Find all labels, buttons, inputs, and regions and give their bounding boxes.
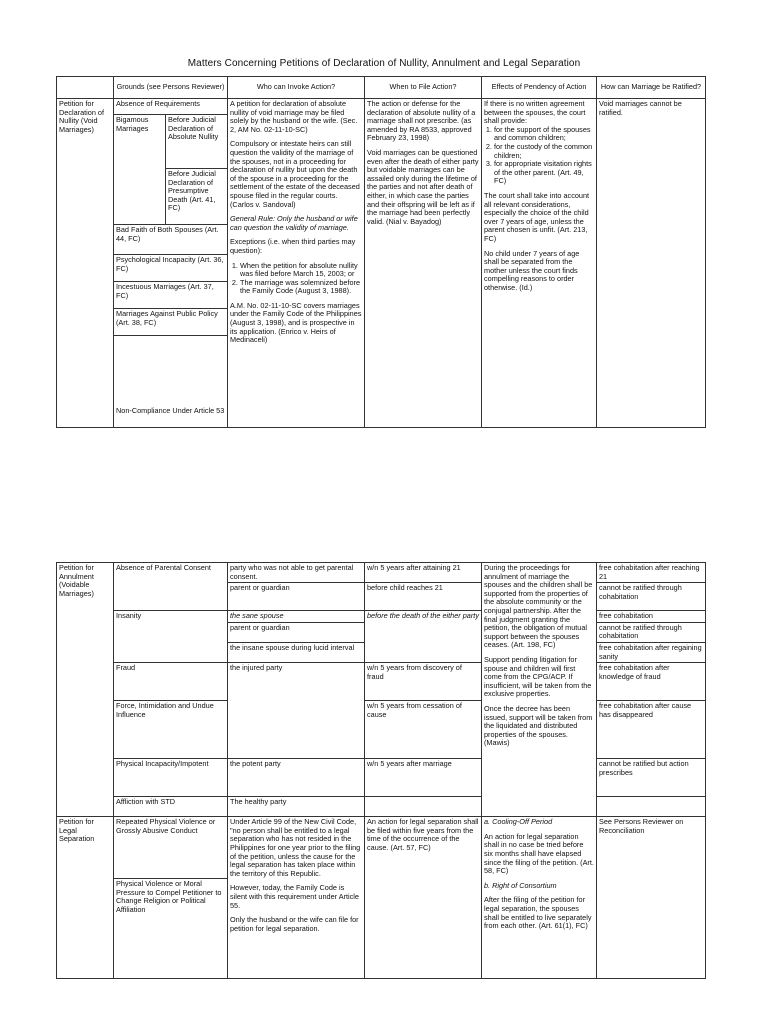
- annul-g2-rat3: free cohabitation after regaining sanity: [597, 642, 706, 662]
- nullity-who-ex2: 2. The marriage was solemnized before the Family Code (August 3, 1988).: [240, 279, 362, 296]
- ground-before-presumptive: Before Judicial Declaration of Presumptive Death (Art. 41, FC): [166, 169, 228, 225]
- nullity-eff-p2: The court shall take into account all relevant considerations, especially the choice of the child over 7 years of age, unless the parent chosen is unfit. (Art. 213, FC): [484, 190, 590, 243]
- annul-eff-p3: Once the decree has been issued, support will be taken from the liquidated and distributed properties of the spouses. (Mawis): [484, 703, 593, 748]
- nullity-who-p3: General Rule: Only the husband or wife can question the validity of marriage.: [230, 214, 358, 232]
- annul-g6-when: [365, 797, 482, 817]
- nullity-eff-p1: If there is no written agreement between the spouses, the court shall provide:: [484, 99, 586, 126]
- ground-non-compliance: Non-Compliance Under Article 53: [114, 406, 228, 428]
- ground-bigamous: Bigamous Marriages: [114, 115, 166, 225]
- annul-ground-parental: Absence of Parental Consent: [114, 563, 228, 611]
- nullity-who-p1: A petition for declaration of absolute nullity of void marriage may be filed solely by the husband or the wife. (Sec. 2, AM No. 02-11-10-SC): [230, 99, 358, 134]
- ls-ratified: See Persons Reviewer on Reconciliation: [597, 817, 706, 979]
- nullity-eff-l2: 2. for the custody of the common children;: [494, 143, 594, 160]
- nullity-who-p2: Compulsory or intestate heirs can still question the validity of the marriage of the spouses, not in a proceeding for declaration of nullity but upon the death of the spouse in a proceeding for the settlement of the estate of the deceased spouse filed in the regular courts. (Carlos v. Sandoval): [230, 139, 360, 209]
- nullity-who-ex1: 1. When the petition for absolute nullity was filed before March 15, 2003; or: [240, 262, 362, 279]
- annul-ground-impotent: Physical Incapacity/Impotent: [114, 759, 228, 797]
- ls-ground-violence: Repeated Physical Violence or Grossly Abusive Conduct: [114, 817, 228, 879]
- annulment-effects-cell: [482, 563, 597, 817]
- annul-ground-insanity: Insanity: [114, 611, 228, 663]
- annul-eff-p1: During the proceedings for annulment of marriage the spouses and the children shall be supported from the properties of the absolute community or the conjugal partnership. After the final judgment granting the petition, the obligation of mutual support between the spouses ceases. (Art. 198, FC): [484, 563, 593, 650]
- ground-public-policy: Marriages Against Public Policy (Art. 38, FC): [114, 309, 228, 336]
- ls-who-p1: Under Article 99 of the New Civil Code, "no person shall be entitled to a legal separation who has not resided in the Philippines for one year prior to the filing of the petition, unless the cause for the legal separation has taken place within the territory of this Republic.: [230, 817, 361, 878]
- annul-g1-when1: w/n 5 years after attaining 21: [365, 563, 482, 583]
- ls-who-p2: However, today, the Family Code is silent with this requirement under Article 55.: [230, 883, 359, 910]
- ground-blank: [114, 336, 228, 406]
- header-when: When to File Action?: [365, 77, 482, 99]
- annul-g5-when: w/n 5 years after marriage: [365, 759, 482, 797]
- header-grounds: Grounds (see Persons Reviewer): [114, 77, 228, 99]
- annul-g4-when: w/n 5 years from cessation of cause: [365, 701, 482, 759]
- annul-eff-p2: Support pending litigation for spouse and children will first come from the CPG/ACP. If insufficient, will be taken from the exclusive properties.: [484, 654, 592, 699]
- nullity-eff-l3: 3. for appropriate visitation rights of the other parent. (Art. 49, FC): [494, 160, 594, 186]
- nullity-when-p2: Void marriages can be questioned even after the death of either party but voidable marriages can be assailed only during the lifetime of the parties and not after death of either, in which case the parties and their offspring will be left as if the marriage had been perfectly valid. (Nial v. Bayadog): [367, 147, 479, 226]
- header-empty: [57, 77, 114, 99]
- nullity-who-p4: Exceptions (i.e. when third parties may question):: [230, 237, 356, 255]
- nullity-who-p5: A.M. No. 02-11-10-SC covers marriages under the Family Code of the Philippines (August 3, 1998), and is prospective in its application. (Enrico v. Heirs of Medinaceli): [230, 300, 362, 345]
- nullity-eff-p3: No child under 7 years of age shall be separated from the mother unless the court finds compelling reasons to order otherwise. (Id.): [484, 248, 580, 292]
- annul-g6-rat: [597, 797, 706, 817]
- header-who: Who can Invoke Action?: [228, 77, 365, 99]
- annul-ground-std: Affliction with STD: [114, 797, 228, 817]
- ls-eff-p2: After the filing of the petition for legal separation, the spouses shall be entitled to live separately from each other. (Art. 61(1), FC): [484, 895, 592, 931]
- annul-g1-rat1: free cohabitation after reaching 21: [597, 563, 706, 583]
- annul-g6-who: The healthy party: [228, 797, 365, 817]
- header-ratified: How can Marriage be Ratified?: [597, 77, 706, 99]
- annul-g2-who3: the insane spouse during lucid interval: [228, 642, 365, 662]
- ls-when: An action for legal separation shall be filed within five years from the time of the occurrence of the cause. (Art. 57, FC): [365, 817, 482, 979]
- annul-g2-rat2: cannot be ratified through cohabitation: [597, 622, 706, 642]
- nullity-eff-l1: 1. for the support of the spouses and common children;: [494, 126, 594, 143]
- nullity-who-cell: [228, 99, 365, 428]
- annul-g5-rat: cannot be ratified but action prescribes: [597, 759, 706, 797]
- ls-who-p3: Only the husband or the wife can file for petition for legal separation.: [230, 915, 359, 933]
- ground-absence-req: Absence of Requirements: [114, 99, 228, 115]
- annul-g3-rat: free cohabitation after knowledge of fraud: [597, 663, 706, 701]
- nullity-ratified-cell: Void marriages cannot be ratified.: [597, 99, 706, 428]
- annul-g4-rat: free cohabitation after cause has disappeared: [597, 701, 706, 759]
- annul-g1-who2: parent or guardian: [228, 583, 365, 611]
- annul-g3-when: w/n 5 years from discovery of fraud: [365, 663, 482, 701]
- annul-ground-force: Force, Intimidation and Undue Influence: [114, 701, 228, 759]
- header-effects: Effects of Pendency of Action: [482, 77, 597, 99]
- ls-eff-b: b. Right of Consortium: [484, 880, 557, 890]
- annul-g2-who1: the sane spouse: [228, 611, 365, 623]
- page-title: Matters Concerning Petitions of Declaration of Nullity, Annulment and Legal Separation: [187, 58, 581, 69]
- ground-bad-faith: Bad Faith of Both Spouses (Art. 44, FC): [114, 225, 228, 255]
- ls-eff-a: a. Cooling-Off Period: [484, 817, 553, 827]
- annul-g2-rat1: free cohabitation: [597, 611, 706, 623]
- nullity-eff-list: [484, 126, 594, 186]
- nullity-when-cell: [365, 99, 482, 428]
- ls-eff-p1: An action for legal separation shall in no case be tried before six months shall have elapsed since the filing of the petition. (Art. 58, FC): [484, 831, 594, 876]
- annul-g1-who1: party who was not able to get parental consent.: [228, 563, 365, 583]
- annulment-table: [56, 562, 706, 979]
- nullity-table: [56, 76, 706, 428]
- annul-g5-who: the potent party: [228, 759, 365, 797]
- ls-effects-cell: [482, 817, 597, 979]
- annul-g2-who2: parent or guardian: [228, 622, 365, 642]
- annul-g1-rat2: cannot be ratified through cohabitation: [597, 583, 706, 611]
- nullity-when-p1: The action or defense for the declaration of absolute nullity of a marriage shall not prescribe. (as amended by RA 8533, approved February 23, 1998): [367, 99, 476, 143]
- annulment-label: Petition for Annulment (Voidable Marriages): [57, 563, 114, 817]
- annul-g1-when2: before child reaches 21: [365, 583, 482, 611]
- nullity-who-exceptions: [230, 262, 362, 296]
- annul-g2-when: before the death of the either party: [365, 611, 482, 663]
- nullity-effects-cell: [482, 99, 597, 428]
- ground-incestuous: Incestuous Marriages (Art. 37, FC): [114, 282, 228, 309]
- annul-ground-fraud: Fraud: [114, 663, 228, 701]
- ground-before-absolute: Before Judicial Declaration of Absolute Nullity: [166, 115, 228, 169]
- ls-ground-pressure: Physical Violence or Moral Pressure to Compel Petitioner to Change Religion or Political Affiliation: [114, 879, 228, 979]
- ground-psych: Psychological Incapacity (Art. 36, FC): [114, 255, 228, 282]
- nullity-label: Petition for Declaration of Nullity (Void Marriages): [57, 99, 114, 428]
- legal-sep-label: Petition for Legal Separation: [57, 817, 114, 979]
- ls-who-cell: [228, 817, 365, 979]
- annul-g3-who: the injured party: [228, 663, 365, 759]
